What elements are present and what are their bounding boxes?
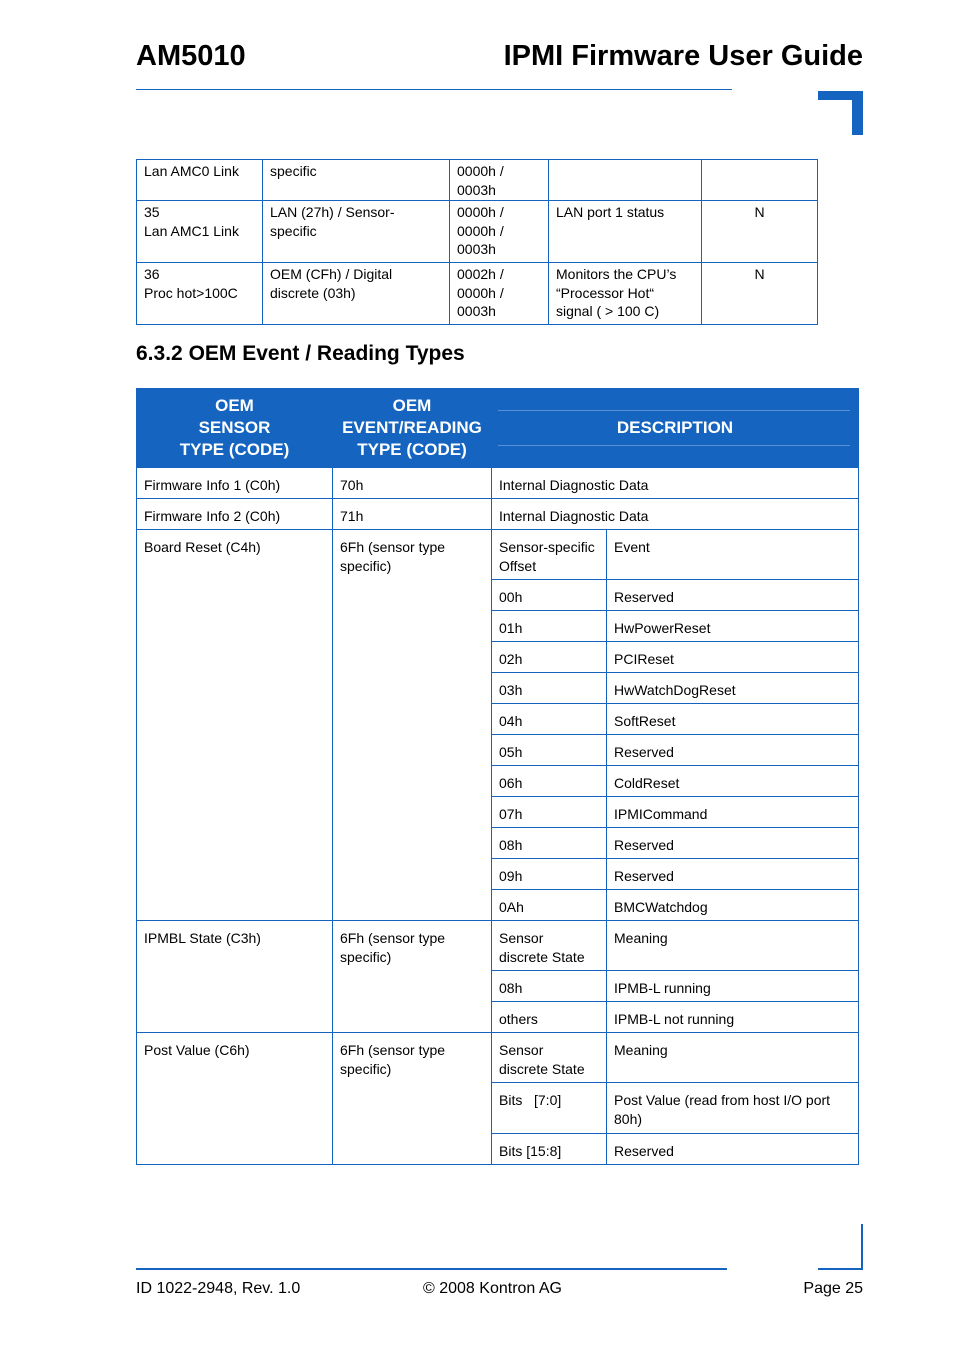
cell-meaning: IPMB-L not running (607, 1002, 859, 1033)
cell-event-type (333, 530, 492, 921)
table-header-row (137, 389, 859, 468)
cell-meaning: ColdReset (607, 766, 859, 797)
cell-offset-head (492, 921, 607, 971)
cell-offset: 08h (492, 828, 607, 859)
footer-doc-id: ID 1022-2948, Rev. 1.0 (136, 1280, 301, 1297)
cell-offset: Bits [15:8] (492, 1134, 607, 1165)
cell-line: discrete (03h) (270, 284, 356, 301)
cell-line: 0003h (457, 303, 496, 319)
cell-offset: Bits [7:0] (492, 1083, 607, 1134)
cell-offset: others (492, 1002, 607, 1033)
cell-sensor-type: IPMBL State (C3h) (137, 921, 333, 1033)
cell-flag (702, 160, 818, 201)
header-corner-mark-vertical (852, 91, 863, 135)
cell-line: Meaning (614, 1042, 668, 1058)
cell-type (263, 263, 450, 325)
cell-line: specific) (340, 1060, 392, 1077)
cell-offset: 0Ah (492, 890, 607, 921)
cell-type (263, 160, 450, 201)
cell-offset-head (492, 1033, 607, 1083)
cell-line: Meaning (614, 930, 668, 946)
cell-description (549, 201, 702, 263)
cell-sensor (137, 201, 263, 263)
cell-meaning: BMCWatchdog (607, 890, 859, 921)
cell-offset-head (492, 530, 607, 580)
footer-corner-mark (818, 1268, 863, 1270)
table-row (137, 160, 818, 201)
cell-flag: N (702, 263, 818, 325)
oem-event-reading-types-table (136, 388, 859, 1165)
cell-description (549, 263, 702, 325)
cell-line: specific (270, 163, 317, 179)
cell-event-type: 70h (333, 468, 492, 499)
header-rule-top (498, 410, 850, 411)
cell-offset: 01h (492, 611, 607, 642)
cell-offset: 08h (492, 971, 607, 1002)
cell-line: 6Fh (sensor type (340, 539, 446, 555)
cell-flag: N (702, 201, 818, 263)
cell-line: Proc hot>100C (144, 284, 238, 301)
header-rule-bottom (498, 445, 850, 446)
cell-line: discrete State (499, 948, 585, 965)
header-line: TYPE (CODE) (357, 440, 467, 459)
cell-line: Event (614, 539, 650, 555)
header-line: EVENT/READING (342, 418, 482, 437)
header-guide-title: IPMI Firmware User Guide (503, 40, 863, 72)
cell-meaning: Reserved (607, 828, 859, 859)
cell-line: 0000h / (457, 163, 504, 179)
cell-line: Lan AMC0 Link (144, 163, 239, 179)
footer-copyright: © 2008 Kontron AG (423, 1280, 562, 1297)
cell-line: Sensor (499, 1042, 544, 1058)
cell-offset: 07h (492, 797, 607, 828)
cell-meaning: IPMB-L running (607, 971, 859, 1002)
cell-sensor-type: Post Value (C6h) (137, 1033, 333, 1165)
cell-offset: 02h (492, 642, 607, 673)
table-row (137, 201, 818, 263)
cell-sensor-type: Firmware Info 2 (C0h) (137, 499, 333, 530)
cell-line: signal ( > 100 C) (556, 303, 660, 319)
cell-offset: 03h (492, 673, 607, 704)
cell-offset: 04h (492, 704, 607, 735)
section-number: 6.3.2 (136, 342, 183, 365)
cell-sensor-type: Firmware Info 1 (C0h) (137, 468, 333, 499)
cell-line: Sensor (499, 930, 544, 946)
cell-meaning: Reserved (607, 1134, 859, 1165)
sensor-list-table (136, 159, 818, 325)
footer-page-number: Page 25 (803, 1280, 863, 1297)
cell-meaning-head (607, 530, 859, 580)
table-row (137, 263, 818, 325)
cell-description: Internal Diagnostic Data (492, 468, 859, 499)
cell-description (549, 160, 702, 201)
cell-meaning: IPMICommand (607, 797, 859, 828)
cell-meaning: Reserved (607, 859, 859, 890)
footer-rule (136, 1268, 727, 1270)
footer-corner-mark-vertical (861, 1224, 863, 1270)
header-rule (136, 89, 732, 90)
cell-meaning: Post Value (read from host I/O port 80h) (607, 1083, 859, 1134)
table-row (137, 530, 859, 580)
table-row (137, 1033, 859, 1083)
cell-meaning: PCIReset (607, 642, 859, 673)
header-oem-event-reading-type (333, 389, 492, 468)
table-row (137, 921, 859, 971)
cell-line: 0003h (457, 181, 496, 198)
cell-line: specific (270, 222, 317, 239)
cell-meaning-head (607, 1033, 859, 1083)
section-title: OEM Event / Reading Types (188, 342, 465, 365)
cell-sensor-type: Board Reset (C4h) (137, 530, 333, 921)
cell-line: 36 (144, 266, 160, 282)
cell-event-type (333, 921, 492, 1033)
cell-sensor (137, 160, 263, 201)
cell-line: 6Fh (sensor type (340, 930, 446, 946)
cell-offset: 06h (492, 766, 607, 797)
cell-meaning-head (607, 921, 859, 971)
cell-meaning: HwWatchDogReset (607, 673, 859, 704)
cell-line: 0000h / (457, 222, 504, 239)
cell-meaning: HwPowerReset (607, 611, 859, 642)
cell-mask (450, 201, 549, 263)
cell-line: 6Fh (sensor type (340, 1042, 446, 1058)
table-row (137, 468, 859, 499)
cell-line: Offset (499, 557, 537, 574)
cell-offset: 09h (492, 859, 607, 890)
header-oem-sensor-type (137, 389, 333, 468)
cell-line: specific) (340, 557, 392, 574)
cell-sensor (137, 263, 263, 325)
cell-line: OEM (CFh) / Digital (270, 266, 393, 282)
header-product: AM5010 (136, 40, 246, 72)
cell-line: LAN port 1 status (556, 204, 665, 220)
cell-line: discrete State (499, 1060, 585, 1077)
header-line: TYPE (CODE) (179, 440, 290, 459)
cell-line: 0003h (457, 241, 496, 257)
cell-line: Lan AMC1 Link (144, 222, 239, 239)
cell-line: specific) (340, 948, 392, 965)
header-line: OEM (392, 396, 432, 415)
cell-offset: 05h (492, 735, 607, 766)
header-line: OEM (215, 396, 254, 415)
cell-line: Sensor-specific (499, 539, 595, 555)
cell-meaning: Reserved (607, 735, 859, 766)
table-row (137, 499, 859, 530)
cell-meaning: Reserved (607, 580, 859, 611)
cell-mask (450, 263, 549, 325)
cell-line: Monitors the CPU’s (556, 266, 677, 282)
cell-line: 35 (144, 204, 160, 220)
cell-line: 0002h / (457, 266, 504, 282)
cell-event-type (333, 1033, 492, 1165)
header-description-label: DESCRIPTION (616, 418, 734, 437)
cell-description: Internal Diagnostic Data (492, 499, 859, 530)
cell-line: LAN (27h) / Sensor- (270, 204, 395, 220)
cell-meaning: SoftReset (607, 704, 859, 735)
cell-type (263, 201, 450, 263)
header-line: SENSOR (198, 418, 271, 437)
cell-event-type: 71h (333, 499, 492, 530)
cell-line: 0000h / (457, 284, 504, 301)
cell-line: 0000h / (457, 204, 504, 220)
cell-mask (450, 160, 549, 201)
cell-offset: 00h (492, 580, 607, 611)
cell-line: “Processor Hot“ (556, 284, 655, 301)
header-description (492, 389, 859, 468)
section-heading (136, 342, 465, 366)
